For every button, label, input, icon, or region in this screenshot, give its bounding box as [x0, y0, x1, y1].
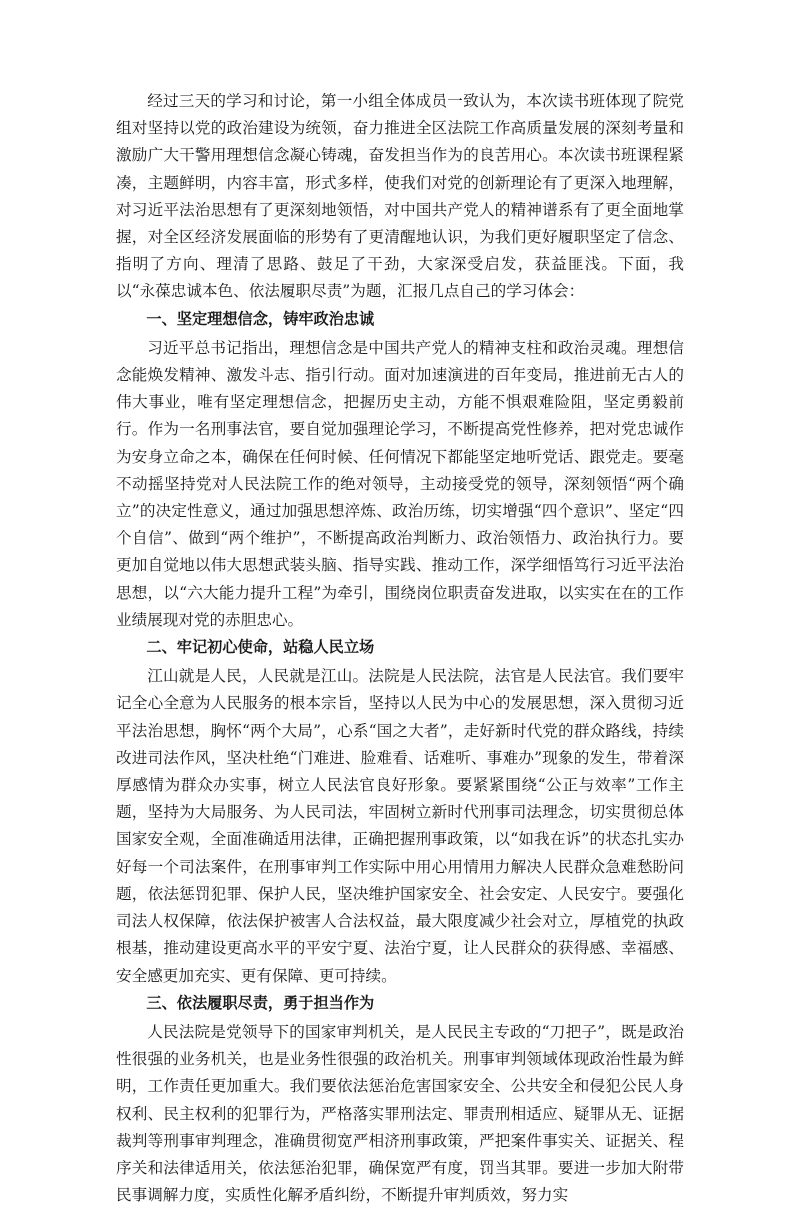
section-body-2: 江山就是人民，人民就是江山。法院是人民法院，法官是人民法官。我们要牢记全心全意为人民服务的根本宗旨，坚持以人民为中心的发展思想，深入贯彻习近平法治思想，胸怀“两个大局”，心系“国之大者”，走好新时代党的群众路线，持续改进司法作风，坚决杜绝“门难进、脸难看、话难听、事难办”现象的发生，带着深厚感情为群众办实事，树立人民法官良好形象。要紧紧围绕“公正与效率”工作主题，坚持为大局服务、为人民司法，牢固树立新时代刑事司法理念，切实贯彻总体国家安全观，全面准确适用法律，正确把握刑事政策，以“如我在诉”的状态扎实办好每一个司法案件，在刑事审判工作实际中用心用情用力解决人民群众急难愁盼问题，依法惩罚犯罪、保护人民，坚决维护国家安全、社会安定、人民安宁。要强化司法人权保障，依法保护被害人合法权益，最大限度减少社会对立，厚植党的执政根基，推动建设更高水平的平安宁夏、法治宁夏，让人民群众的获得感、幸福感、安全感更加充实、更有保障、更可持续。 — [116, 667, 684, 985]
section-heading-2: 二、牢记初心使命，站稳人民立场 — [146, 638, 375, 657]
document-page — [116, 88, 684, 1209]
section-heading-1: 一、坚定理想信念，铸牢政治忠诚 — [146, 309, 375, 328]
section-body-1: 习近平总书记指出，理想信念是中国共产党人的精神支柱和政治灵魂。理想信念能焕发精神、激发斗志、指引行动。面对加速演进的百年变局，推进前无古人的伟大事业，唯有坚定理想信念，把握历史主动，方能不惧艰难险阻，坚定勇毅前行。作为一名刑事法官，要自觉加强理论学习，不断提高党性修养，把对党忠诚作为安身立命之本，确保在任何时候、任何情况下都能坚定地听党话、跟党走。要毫不动摇坚持党对人民法院工作的绝对领导，主动接受党的领导，深刻领悟“两个确立”的决定性意义，通过加强思想淬炼、政治历练，切实增强“四个意识”、坚定“四个自信”、做到“两个维护”，不断提高政治判断力、政治领悟力、政治执行力。要更加自觉地以伟大思想武装头脑、指导实践、推动工作，深学细悟笃行习近平法治思想，以“六大能力提升工程”为牵引，围绕岗位职责奋发进取，以实实在在的工作业绩展现对党的赤胆忠心。 — [116, 338, 684, 629]
section-body-3: 人民法院是党领导下的国家审判机关，是人民民主专政的“刀把子”，既是政治性很强的业务机关，也是业务性很强的政治机关。刑事审判领域体现政治性最为鲜明，工作责任更加重大。我们要依法惩治危害国家安全、公共安全和侵犯公民人身权利、民主权利的犯罪行为，严格落实罪刑法定、罪责刑相适应、疑罪从无、证据裁判等刑事审判理念，准确贯彻宽严相济刑事政策，严把案件事实关、证据关、程序关和法律适用关，依法惩治犯罪，确保宽严有度，罚当其罪。要进一步加大附带民事调解力度，实质性化解矛盾纠纷，不断提升审判质效，努力实 — [116, 1022, 684, 1205]
intro-paragraph: 经过三天的学习和讨论，第一小组全体成员一致认为，本次读书班体现了院党组对坚持以党的政治建设为统领，奋力推进全区法院工作高质量发展的深刻考量和激励广大干警用理想信念凝心铸魂，奋发担当作为的良苦用心。本次读书班课程紧凑，主题鲜明，内容丰富，形式多样，使我们对党的创新理论有了更深入地理解，对习近平法治思想有了更深刻地领悟，对中国共产党人的精神谱系有了更全面地掌握，对全区经济发展面临的形势有了更清醒地认识，为我们更好履职坚定了信念、指明了方向、理清了思路、鼓足了干劲，大家深受启发，获益匪浅。下面，我以“永葆忠诚本色、依法履职尽责”为题，汇报几点自己的学习体会： — [116, 92, 684, 301]
section-heading-3: 三、依法履职尽责，勇于担当作为 — [146, 993, 375, 1012]
